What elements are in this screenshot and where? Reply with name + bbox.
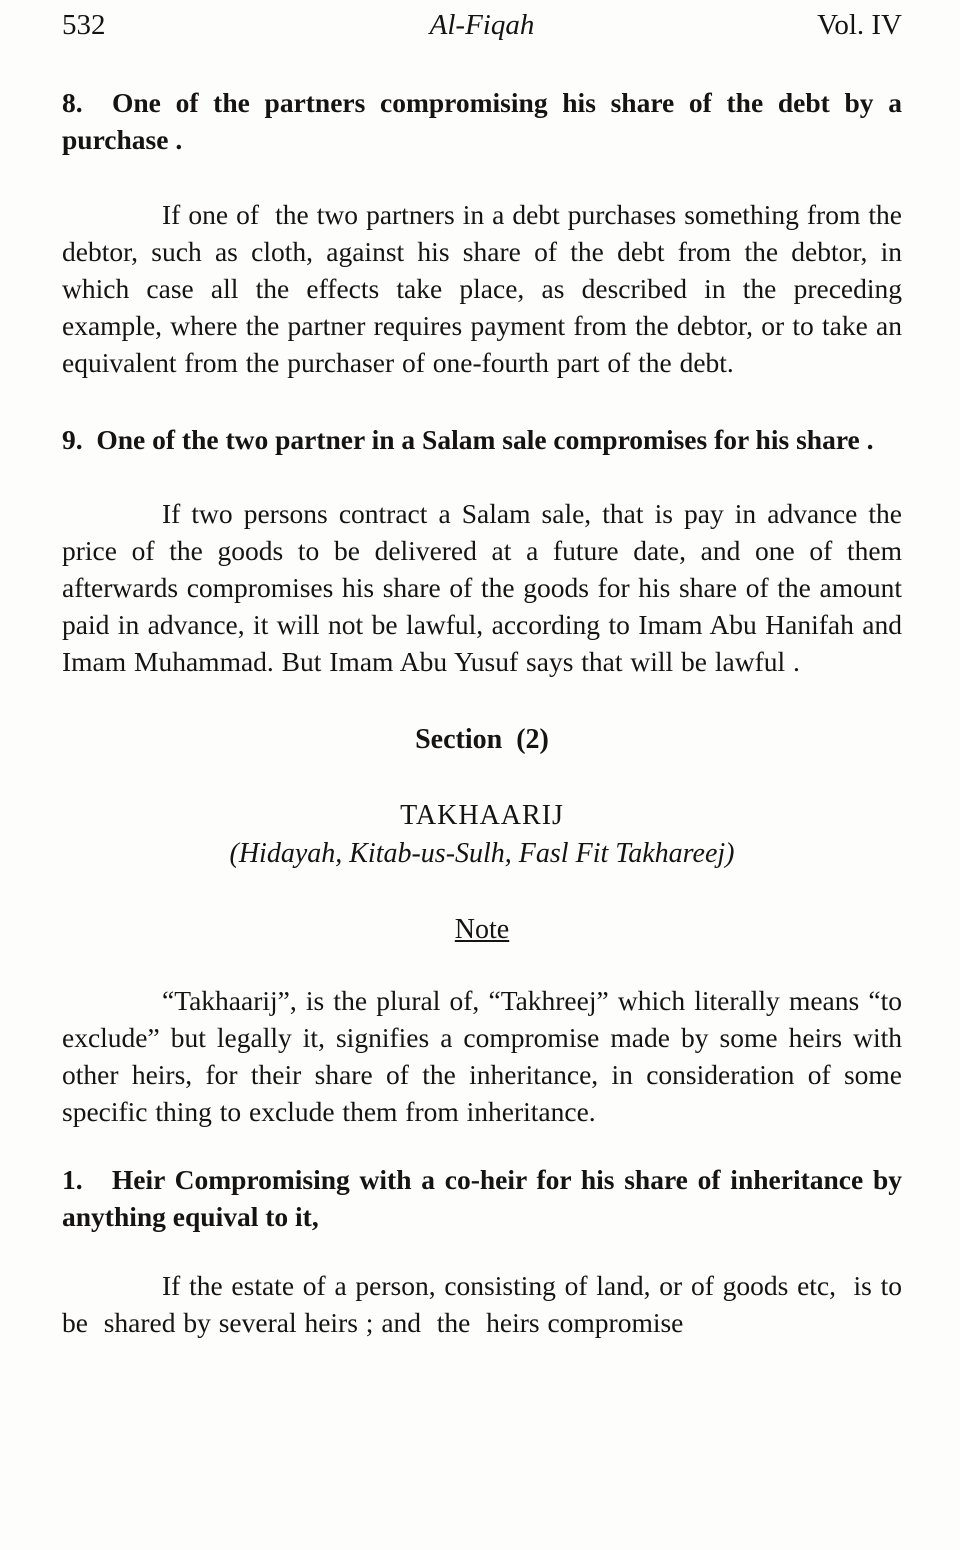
paragraph-heir-estate: If the estate of a person, consisting of land, or of goods etc, is to be shared by several heirs ; and the heirs compromise — [62, 1270, 902, 1338]
page-body — [62, 84, 902, 1341]
heading-heir-compromising: 1. Heir Compromising with a co-heir for his share of inheritance by anything equival to it, — [62, 1164, 902, 1232]
page-header — [62, 8, 902, 42]
volume-label: Vol. IV — [817, 9, 902, 41]
paragraph-partners-compromising: If one of the two partners in a debt purchases something from the debtor, such as cloth, against his share of the debt from the debtor, in which case all the effects take place, as described in the preceding example, where the partner requires payment from the debtor, or to take an equivalent from the purchaser of one-fourth part of the debt. — [62, 199, 902, 378]
paragraph-takhaarij-definition: “Takhaarij”, is the plural of, “Takhreej” which literally means “to exclude” but legally it, signifies a compromise made by some heirs with other heirs, for their share of the inheritance, in consideration of some specific thing to exclude them from inheritance. — [62, 985, 902, 1127]
paragraph-salam-sale: If two persons contract a Salam sale, that is pay in advance the price of the goods to be delivered at a future date, and one of them afterwards compromises his share of the goods for his share of the amount paid in advance, it will not be lawful, according to Imam Abu Hanifah and Imam Muhammad. But Imam Abu Yusuf says that will be lawful . — [62, 498, 902, 677]
section-title-takhaarij: TAKHAARIJ — [400, 800, 564, 831]
note-label-row — [62, 910, 902, 948]
heading-partners-compromising: 8. One of the partners compromising his share of the debt by a purchase . — [62, 87, 902, 155]
section-label: Section (2) — [415, 724, 549, 755]
note-label: Note — [454, 914, 510, 945]
section-source-reference: (Hidayah, Kitab-us-Sulh, Fasl Fit Takhareej) — [229, 838, 735, 869]
page-number: 532 — [62, 9, 106, 41]
book-title: Al-Fiqah — [429, 9, 535, 41]
heading-salam-sale: 9. One of the two partner in a Salam sale compromises for his share . — [62, 424, 874, 455]
